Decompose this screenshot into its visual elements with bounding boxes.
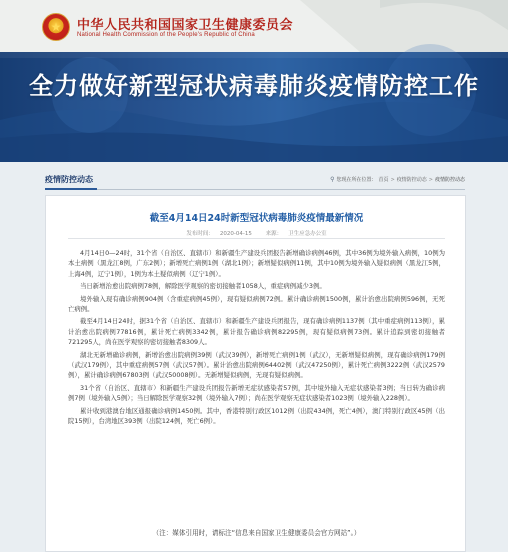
breadcrumb-prefix: 您现在所在位置： bbox=[336, 177, 377, 183]
org-name-english: National Health Commission of the People's Republic of China bbox=[77, 32, 255, 38]
title-divider bbox=[68, 238, 445, 239]
national-emblem-icon[interactable]: ★ bbox=[42, 13, 70, 41]
publish-label: 发布时间： bbox=[186, 231, 214, 237]
article-paragraph: 4月14日0—24时，31个省（自治区、直辖市）和新疆生产建设兵团报告新增确诊病例46例，其中36例为境外输入病例，10例为本土病例（黑龙江8例，广东2例）；新增死亡病例1例（湖北1例）；新增疑似病例11例，其中10例为境外输入疑似病例（黑龙江5例，上海4例，辽宁1例），1例为本土疑似病例（辽宁1例）。 bbox=[68, 249, 445, 278]
media-citation-note: （注：媒体引用时，请标注“信息来自国家卫生健康委员会官方网站”。） bbox=[152, 529, 361, 537]
article-paragraph: 截至4月14日24时，据31个省（自治区、直辖市）和新疆生产建设兵团报告，现有确诊病例1137例（其中重症病例113例），累计治愈出院病例77816例，累计死亡病例3342例，累计报告确诊病例82295例，现有疑似病例73例。累计追踪到密切接触者721295人，尚在医学观察的密切接触者8309人。 bbox=[68, 317, 445, 347]
banner-slogan: 全力做好新型冠状病毒肺炎疫情防控工作 bbox=[29, 72, 479, 100]
site-header bbox=[0, 0, 508, 162]
article-paragraph: 累计收到港澳台地区通报确诊病例1450例。其中，香港特别行政区1012例（出院434例，死亡4例），澳门特别行政区45例（出院15例），台湾地区393例（出院124例，死亡6例）。 bbox=[68, 406, 445, 426]
publish-info bbox=[183, 231, 254, 237]
article-meta bbox=[46, 229, 467, 237]
article-paragraph: 境外输入现有确诊病例904例（含重症病例45例），现有疑似病例72例。累计确诊病例1500例，累计治愈出院病例596例，无死亡病例。 bbox=[68, 294, 445, 314]
article-body bbox=[68, 248, 445, 429]
section-divider bbox=[45, 189, 465, 190]
breadcrumb bbox=[330, 176, 465, 183]
section-divider-accent bbox=[45, 188, 97, 190]
article-paragraph: 湖北无新增确诊病例，新增治愈出院病例39例（武汉39例），新增死亡病例1例（武汉），无新增疑似病例，现有确诊病例179例（武汉179例），其中重症病例57例（武汉57例）。累计治愈出院病例64402例（武汉47250例），累计死亡病例3222例（武汉2579例），累计确诊病例67803例（武汉50008例）。无新增疑似病例，无现有疑似病例。 bbox=[68, 350, 445, 380]
publish-date: 2020-04-15 bbox=[219, 231, 252, 237]
org-name-chinese[interactable]: 中华人民共和国国家卫生健康委员会 bbox=[77, 18, 294, 33]
breadcrumb-home-link[interactable]: 首页 bbox=[378, 177, 389, 183]
article-panel bbox=[45, 195, 466, 552]
location-pin-icon: ⚲ bbox=[330, 176, 335, 183]
section-title: 疫情防控动态 bbox=[45, 175, 93, 184]
breadcrumb-section-link[interactable]: 疫情防控动态 bbox=[396, 177, 427, 183]
article-paragraph: 当日新增治愈出院病例78例，解除医学观察的密切接触者1058人，重症病例减少3例。 bbox=[80, 282, 326, 291]
source-info bbox=[263, 231, 330, 237]
article-paragraph: 31个省（自治区、直辖市）和新疆生产建设兵团报告新增无症状感染者57例，其中境外输入无症状感染者3例；当日转为确诊病例7例（境外输入5例）；当日解除医学观察32例（境外输入7例）；尚在医学观察无症状感染者1023例（境外输入228例）。 bbox=[68, 383, 445, 403]
source-name: 卫生应急办公室 bbox=[288, 231, 327, 237]
breadcrumb-separator: > bbox=[428, 176, 433, 183]
source-label: 来源： bbox=[265, 231, 283, 237]
section-bar bbox=[0, 170, 508, 190]
breadcrumb-separator: > bbox=[390, 176, 395, 183]
article-title: 截至4月14日24时新型冠状病毒肺炎疫情最新情况 bbox=[149, 213, 364, 224]
breadcrumb-current: 疫情防控动态 bbox=[434, 177, 465, 183]
